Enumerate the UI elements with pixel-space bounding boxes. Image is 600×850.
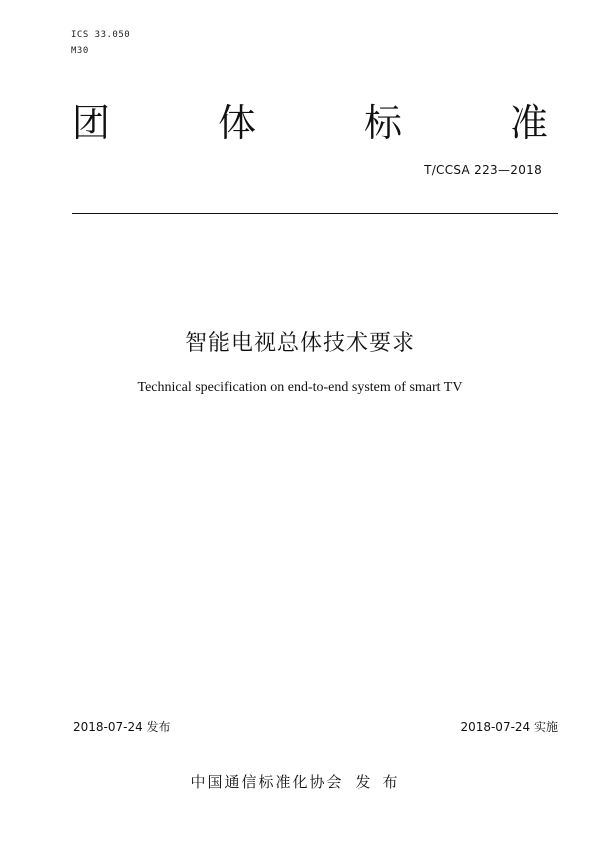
header-divider: [72, 213, 558, 214]
standard-number: T/CCSA 223—2018: [424, 163, 542, 177]
publisher-action: 发布: [355, 773, 410, 791]
standard-type-char: 标: [363, 101, 402, 145]
standard-type-heading: [72, 100, 548, 146]
publisher-line: [0, 771, 600, 792]
ics-code: ICS 33.050: [71, 30, 131, 40]
ccs-code: M30: [71, 46, 89, 56]
title-chinese: 智能电视总体技术要求: [184, 331, 415, 356]
implementation-date: 2018-07-24 实施: [460, 720, 558, 734]
standard-type-char: 团: [72, 101, 111, 145]
standard-type-char: 体: [217, 101, 256, 145]
publisher-name: 中国通信标准化协会: [190, 773, 344, 791]
title-english: Technical specification on end-to-end system of smart TV: [137, 380, 463, 395]
standard-type-char: 准: [509, 101, 548, 145]
issue-date: 2018-07-24 发布: [73, 720, 171, 734]
